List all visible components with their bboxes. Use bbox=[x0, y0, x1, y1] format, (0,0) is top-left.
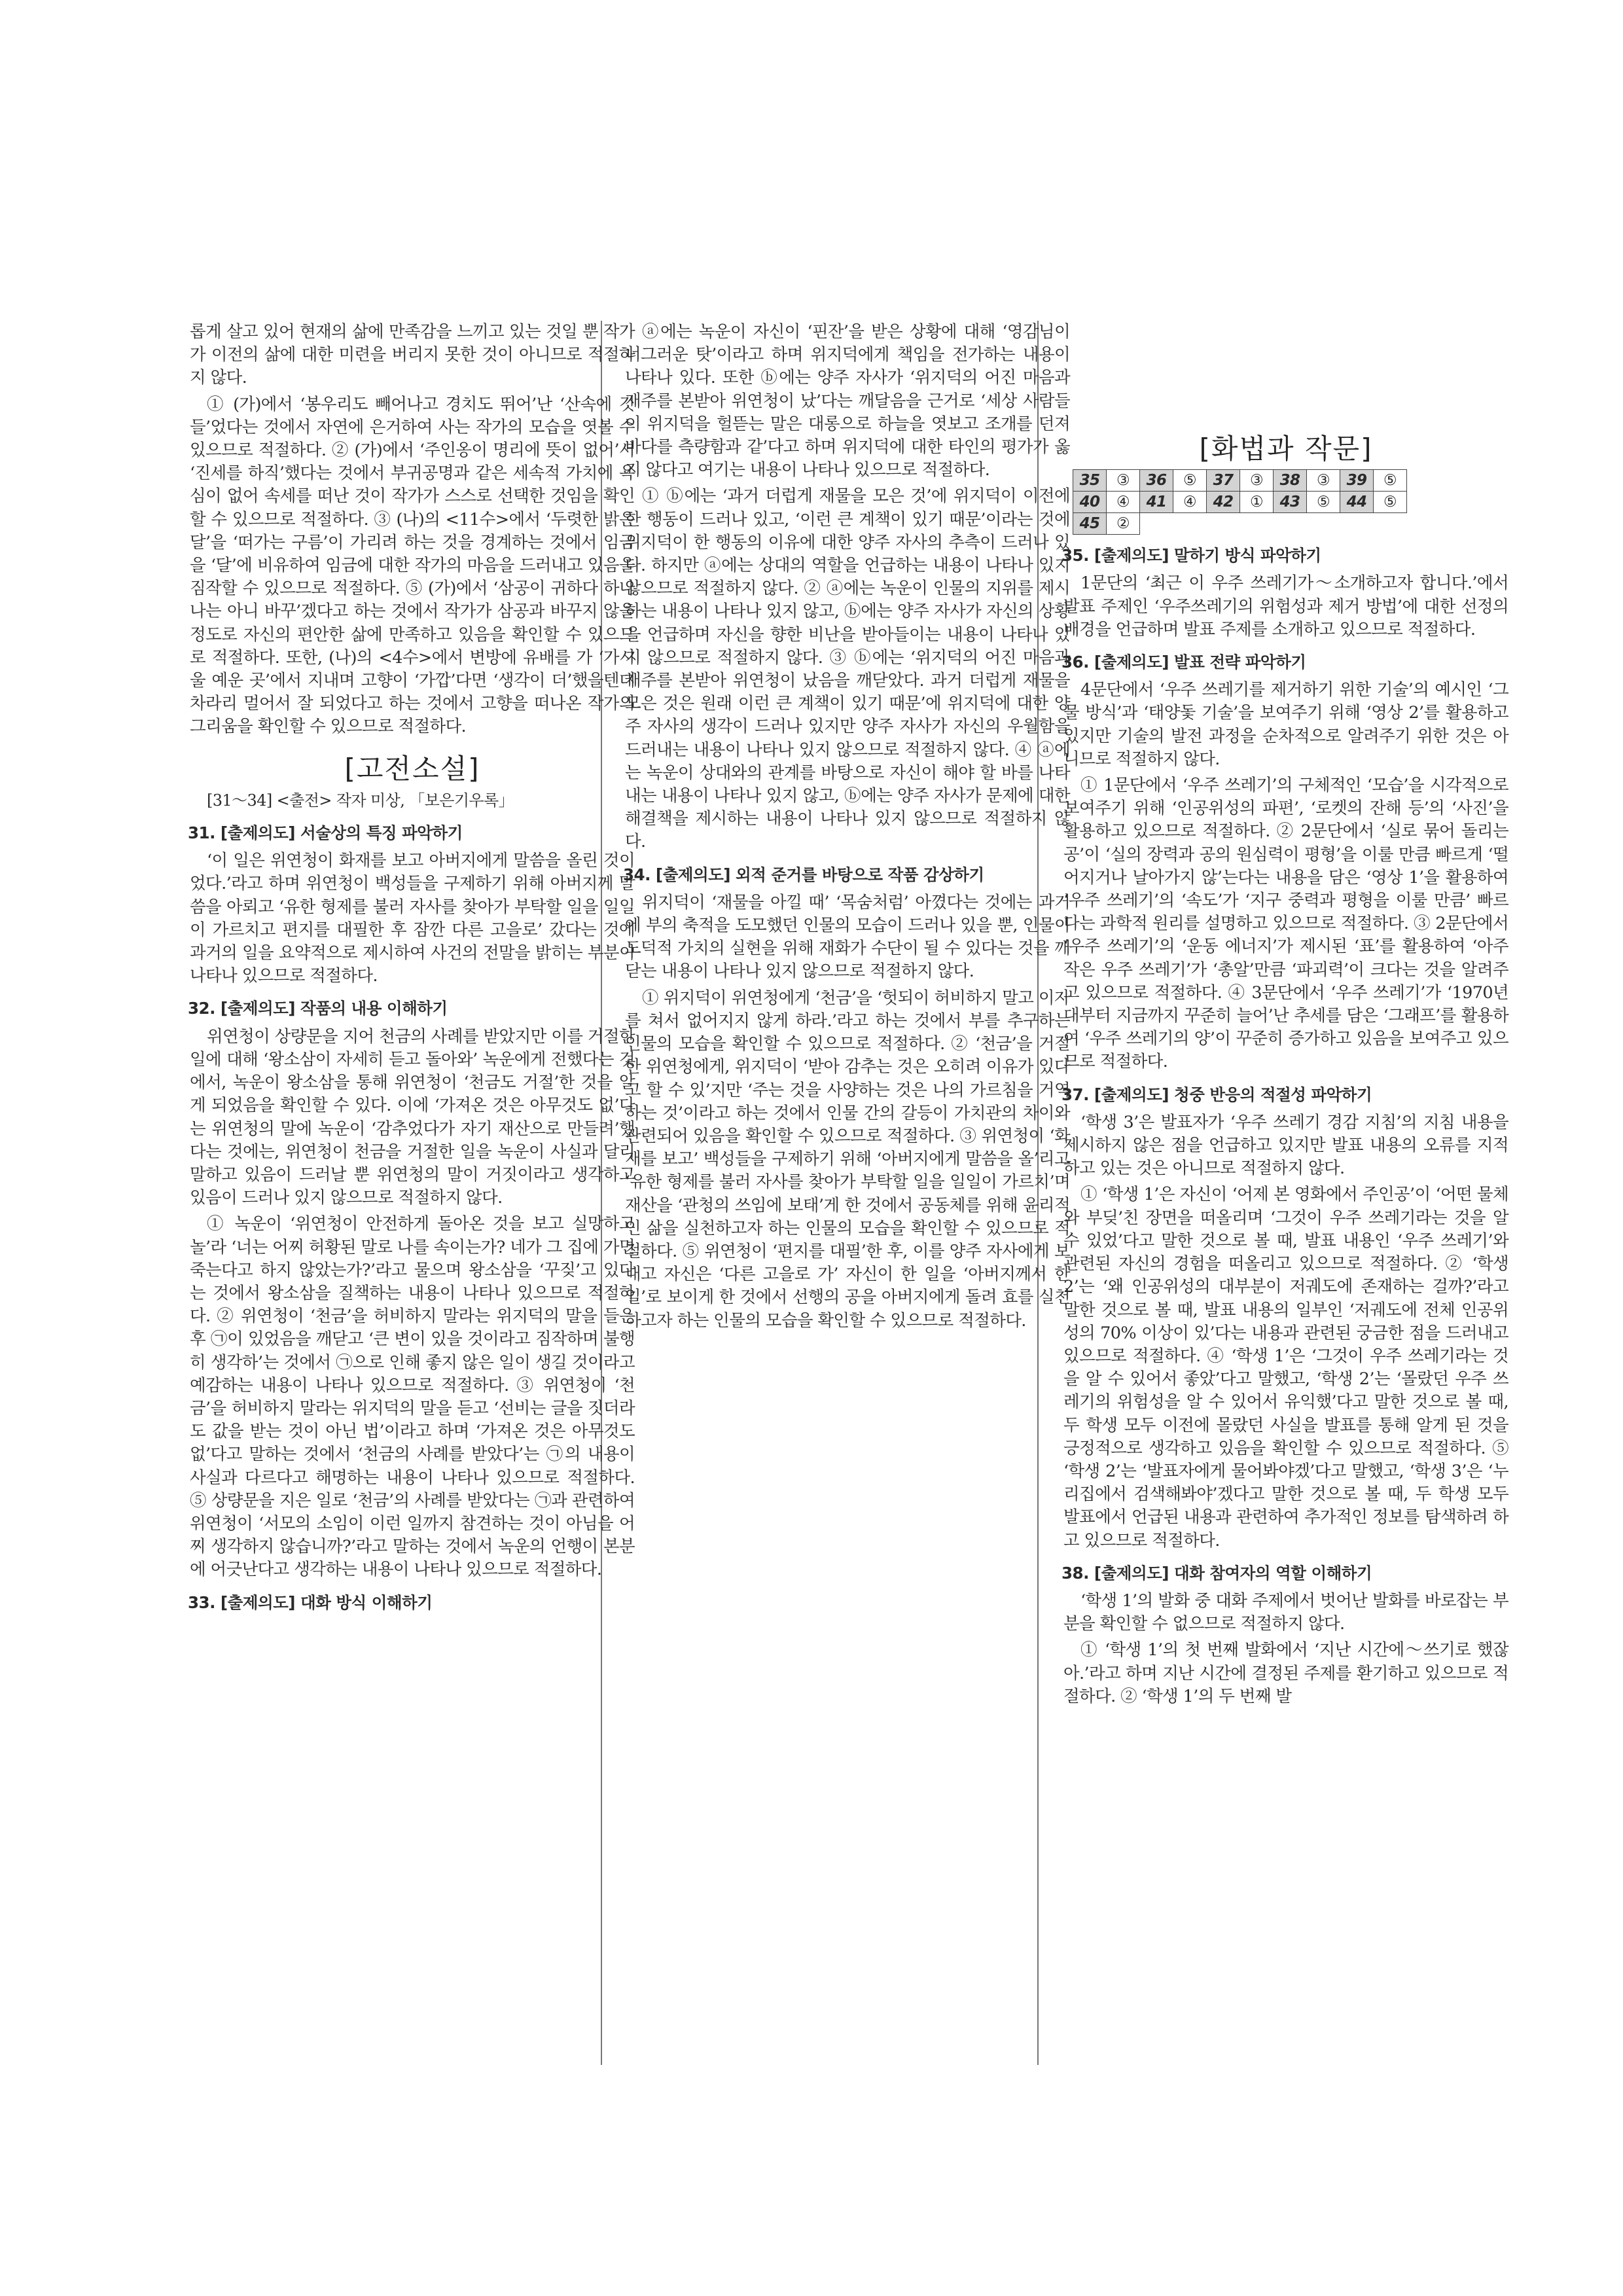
answer-choice: ④ bbox=[1107, 492, 1140, 513]
answer-choice: ⑤ bbox=[1173, 470, 1207, 492]
paragraph: ① ‘학생 1’은 자신이 ‘어제 본 영화에서 주인공’이 ‘어떤 물체와 부딪’친 장면을 떠올리며 ‘그것이 우주 쓰레기라는 것을 알 수 있었’다고 말한 것으로 볼 때, 발표 내용인 ‘우주 쓰레기’와 관련된 자신의 경험을 떠올리고 있으므로 적절하다. ② ‘학생 2’는 ‘왜 인공위성의 대부분이 저궤도에 존재하는 걸까?’라고 말한 것으로 볼 때, 발표 내용의 일부인 ‘저궤도에 전체 인공위성의 70% 이상이 있’다는 내용과 관련된 궁금한 점을 드러내고 있으므로 적절하다. ④ ‘학생 1’은 ‘그것이 우주 쓰레기라는 것을 알 수 있어서 좋았’다고 말했고, ‘학생 2’는 ‘몰랐던 우주 쓰레기의 위험성을 알 수 있어서 유익했’다고 말한 것으로 볼 때, 두 학생 모두 이전에 몰랐던 사실을 발표를 통해 알게 된 것을 긍정적으로 생각하고 있음을 확인할 수 있으므로 적절하다. ⑤ ‘학생 2’는 ‘발표자에게 물어봐야겠’다고 말했고, ‘학생 3’은 ‘누리집에서 검색해봐야’겠다고 말한 것으로 볼 때, 두 학생 모두 발표에서 언급된 내용과 관련하여 추가적인 정보를 탐색하려 하고 있으므로 적절하다. bbox=[1063, 1185, 1508, 1551]
question-heading-38: 38. [출제의도] 대화 참여자의 역할 이해하기 bbox=[1061, 1563, 1372, 1583]
question-heading-35: 35. [출제의도] 말하기 방식 파악하기 bbox=[1061, 546, 1321, 565]
answer-number: 45 bbox=[1073, 513, 1107, 535]
answer-choice: ③ bbox=[1240, 470, 1274, 492]
paragraph: ‘이 일은 위연청이 화재를 보고 아버지에게 말씀을 올린 것이었다.’라고 하며 위연청이 백성들을 구제하기 위해 아버지께 말씀을 아뢰고 ‘유한 형제를 불러 자사를 찾아가 부탁할 일을 일일이 가르치고 편지를 대필한 후 잠깐 다른 고을로’ 갔다는 것에 과거의 일을 요약적으로 제시하여 사건의 전말을 밝히는 부분이 나타나 있으므로 적절하다. bbox=[190, 851, 635, 986]
paragraph: 위지덕이 ‘재물을 아낄 때’ ‘목숨처럼’ 아꼈다는 것에는 과거에 부의 축적을 도모했던 인물의 모습이 드러나 있을 뿐, 인물이 도덕적 가치의 실현을 위해 재화가 수단이 될 수 있다는 것을 깨닫는 내용이 나타나 있지 않으므로 적절하지 않다. bbox=[625, 892, 1070, 982]
answer-choice: ④ bbox=[1173, 492, 1207, 513]
column-2 bbox=[625, 321, 1070, 1336]
answer-choice: ⑤ bbox=[1374, 470, 1407, 492]
paragraph: ① 녹운이 ‘위연청이 안전하게 돌아온 것을 보고 실망하고 놀’라 ‘너는 어찌 허황된 말로 나를 속이는가? 네가 그 집에 가면 죽는다고 하지 않았는가?’라고 물으며 왕소삼을 ‘꾸짖’고 있다는 것에서 왕소삼을 질책하는 내용이 나타나 있으므로 적절하다. ② 위연청이 ‘천금’을 허비하지 말라는 위지덕의 말을 들은 후 ㉠이 있었음을 깨닫고 ‘큰 변이 있을 것이라고 짐작하며 불행히 생각하’는 것에서 ㉠으로 인해 좋지 않은 일이 생길 것이라고 예감하는 내용이 나타나 있으므로 적절하다. ③ 위연청이 ‘천금’을 허비하지 말라는 위지덕의 말을 듣고 ‘선비는 글을 짓더라도 값을 받는 것이 아닌 법’이라고 하며 ‘가져온 것은 아무것도 없’다고 말하는 것에서 ‘천금의 사례를 받았다’는 ㉠의 내용이 사실과 다르다고 해명하는 내용이 나타나 있으므로 적절하다. ⑤ 상량문을 지은 일로 ‘천금’의 사례를 받았다는 ㉠과 관련하여 위연청이 ‘서모의 소임이 이런 일까지 참견하는 것이 아님을 어찌 생각하지 않습니까?’라고 말하는 것에서 녹운의 언행이 본분에 어긋난다고 생각하는 내용이 나타나 있으므로 적절하다. bbox=[190, 1214, 635, 1580]
question-heading-37: 37. [출제의도] 청중 반응의 적절성 파악하기 bbox=[1061, 1085, 1372, 1104]
answer-number: 40 bbox=[1073, 492, 1107, 513]
answer-row bbox=[1073, 470, 1407, 492]
paragraph: 롭게 살고 있어 현재의 삶에 만족감을 느끼고 있는 것일 뿐 작가가 이전의 삶에 대한 미련을 버리지 못한 것이 아니므로 적절하지 않다. bbox=[190, 322, 635, 388]
question-heading-32: 32. [출제의도] 작품의 내용 이해하기 bbox=[188, 999, 448, 1018]
column-3 bbox=[1063, 321, 1508, 1712]
answer-key-table bbox=[1073, 469, 1407, 535]
answer-row bbox=[1073, 492, 1407, 513]
answer-number: 36 bbox=[1140, 470, 1173, 492]
paragraph: ① 위지덕이 위연청에게 ‘천금’을 ‘헛되이 허비하지 말고 이자를 쳐서 없어지지 않게 하라.’라고 하는 것에서 부를 추구하는 인물의 모습을 확인할 수 있으므로 적절하다. ② ‘천금’을 거절한 위연청에게, 위지덕이 ‘받아 감추는 것은 오히려 이유가 있다고 할 수 있’지만 ‘주는 것을 사양하는 것은 나의 가르침을 거역하는 것’이라고 하는 것에서 인물 간의 갈등이 가치관의 차이와 관련되어 있음을 확인할 수 있으므로 적절하다. ③ 위연청이 ‘화재를 보고’ 백성들을 구제하기 위해 ‘아버지에게 말씀을 올’리고 ‘유한 형제를 불러 자사를 찾아가 부탁할 일을 일일이 가르치’며 재산을 ‘관청의 쓰임에 보태’게 한 것에서 공동체를 위해 윤리적인 삶을 실천하고자 하는 인물의 모습을 확인할 수 있으므로 적절하다. ⑤ 위연청이 ‘편지를 대필’한 후, 이를 양주 자사에게 보내고 자신은 ‘다른 고을로 가’ 자신이 한 일을 ‘아버지께서 한 일’로 보이게 한 것에서 선행의 공을 아버지에게 돌려 효를 실천하고자 하는 인물의 모습을 확인할 수 있으므로 적절하다. bbox=[625, 988, 1070, 1331]
answer-choice: ② bbox=[1107, 513, 1140, 535]
paragraph: ① 1문단에서 ‘우주 쓰레기’의 구체적인 ‘모습’을 시각적으로 보여주기 위해 ‘인공위성의 파편’, ‘로켓의 잔해 등’의 ‘사진’을 활용하고 있으므로 적절하다. ② 2문단에서 ‘실로 묶어 돌리는 공’이 ‘실의 장력과 공의 원심력이 평형’을 이룰 만큼 빠르게 ‘떨어지거나 날아가지 않’는다는 내용을 담은 ‘영상 1’을 활용하여 ‘우주 쓰레기’의 ‘속도’가 ‘지구 중력과 평형을 이룰 만큼’ 빠르다는 과학적 원리를 설명하고 있으므로 적절하다. ③ 2문단에서 ‘우주 쓰레기’의 ‘운동 에너지’가 제시된 ‘표’를 활용하여 ‘아주 작은 우주 쓰레기’가 ‘총알’만큼 ‘파괴력’이 크다는 것을 알려주고 있으므로 적절하다. ④ 3문단에서 ‘우주 쓰레기’가 ‘1970년대부터 지금까지 꾸준히 늘어’난 추세를 담은 ‘그래프’를 활용하여 ‘우주 쓰레기의 양’이 꾸준히 증가하고 있음을 보여주고 있으므로 적절하다. bbox=[1063, 776, 1508, 1072]
answer-choice: ⑤ bbox=[1374, 492, 1407, 513]
paragraph: ① ⓑ에는 ‘과거 더럽게 재물을 모은 것’에 위지덕이 이전에 한 행동이 드러나 있고, ‘이런 큰 계책이 있기 때문’이라는 것에 위지덕이 한 행동의 이유에 대한 양주 자사의 추측이 드러나 있다. 하지만 ⓐ에는 상대의 역할을 언급하는 내용이 나타나 있지 않으므로 적절하지 않다. ② ⓐ에는 녹운이 인물의 지위를 제시하는 내용이 나타나 있지 않고, ⓑ에는 양주 자사가 자신의 상황을 언급하며 자신을 향한 비난을 받아들이는 내용이 나타나 있지 않으므로 적절하지 않다. ③ ⓑ에는 ‘위지덕의 어진 마음과 재주를 본받아 위연청이 났음을 깨닫았다. 과거 더럽게 재물을 모은 것은 원래 이런 큰 계책이 있기 때문’에 위지덕에 대한 양주 자사의 생각이 드러나 있지만 양주 자사가 자신의 우월함을 드러내는 내용이 나타나 있지 않으므로 적절하지 않다. ④ ⓐ에는 녹운이 상대와의 관계를 바탕으로 자신이 해야 할 바를 나타내는 내용이 나타나 있지 않고, ⓑ에는 양주 자사가 문제에 대한 해결책을 제시하는 내용이 나타나 있지 않으므로 적절하지 않다. bbox=[625, 486, 1070, 852]
paragraph: ‘학생 3’은 발표자가 ‘우주 쓰레기 경감 지침’의 지침 내용을 제시하지 않은 점을 언급하고 있지만 발표 내용의 오류를 지적하고 있는 것은 아니므로 적절하지 않다. bbox=[1063, 1112, 1508, 1179]
answer-number: 37 bbox=[1207, 470, 1240, 492]
answer-number: 44 bbox=[1340, 492, 1374, 513]
paragraph: ① ‘학생 1’의 첫 번째 발화에서 ‘지난 시간에～쓰기로 했잖아.’라고 하며 지난 시간에 결정된 주제를 환기하고 있으므로 적절하다. ② ‘학생 1’의 두 번째 발 bbox=[1063, 1640, 1508, 1706]
column-1 bbox=[190, 321, 635, 1619]
paragraph: 위연청이 상량문을 지어 천금의 사례를 받았지만 이를 거절한 일에 대해 ‘왕소삼이 자세히 듣고 돌아와’ 녹운에게 전했다는 것에서, 녹운이 왕소삼을 통해 위연청이 ‘천금도 거절’한 것을 알게 되었음을 확인할 수 있다. 이에 ‘가져온 것은 아무것도 없’다는 위연청의 말에 녹운이 ‘감추었다가 자기 재산으로 만들려’했다는 것에는, 위연청이 천금을 거절한 일을 녹운이 사실과 달리 말하고 있음이 드러날 뿐 위연청의 말이 거짓이라고 생각하고 있음이 드러나 있지 않으므로 적절하지 않다. bbox=[190, 1026, 635, 1208]
paragraph: ① (가)에서 ‘봉우리도 빼어나고 경치도 뛰어’난 ‘산속에 깃들’었다는 것에서 자연에 은거하여 사는 작가의 모습을 엿볼 수 있으므로 적절하다. ② (가)에서 ‘주인옹이 명리에 뜻이 없어’서 ‘진세를 하직’했다는 것에서 부귀공명과 같은 세속적 가치에 욕심이 없어 속세를 떠난 것이 작가가 스스로 선택한 것임을 확인할 수 있으므로 적절하다. ③ (나)의 <11수>에서 ‘두렷한 밝은 달’을 ‘떠가는 구름’이 가리려 하는 것을 경계하는 것에서 임금을 ‘달’에 비유하여 임금에 대한 작가의 마음을 드러내고 있음을 짐작할 수 있으므로 적절하다. ⑤ (가)에서 ‘삼공이 귀하다 하나 나는 아니 바꾸’겠다고 하는 것에서 작가가 삼공과 바꾸지 않을 정도로 자신의 편안한 삶에 만족하고 있음을 확인할 수 있으므로 적절하다. 또한, (나)의 <4수>에서 변방에 유배를 가 ‘가시울 예운 곳’에서 지내며 고향이 ‘가깝’다면 ‘생각이 더’했을텐데 차라리 멀어서 잘 되었다고 하는 것에서 고향을 떠나온 작가의 그리움을 확인할 수 있으므로 적절하다. bbox=[190, 394, 635, 737]
paragraph: 1문단의 ‘최근 이 우주 쓰레기가～소개하고자 합니다.’에서 발표 주제인 ‘우주쓰레기의 위험성과 제거 방법’에 대한 선정의 배경을 언급하며 발표 주제를 소개하고 있으므로 적절하다. bbox=[1063, 573, 1508, 639]
answer-number: 39 bbox=[1340, 470, 1374, 492]
answer-number: 43 bbox=[1274, 492, 1307, 513]
section-title-classic-novel: [고전소설] bbox=[344, 752, 480, 785]
question-heading-36: 36. [출제의도] 발표 전략 파악하기 bbox=[1061, 653, 1306, 672]
answer-row bbox=[1073, 513, 1407, 535]
answer-number: 35 bbox=[1073, 470, 1107, 492]
answer-number: 38 bbox=[1274, 470, 1307, 492]
paragraph: 4문단에서 ‘우주 쓰레기를 제거하기 위한 기술’의 예시인 ‘그물 방식’과 ‘태양돛 기술’을 보여주기 위해 ‘영상 2’를 활용하고 있지만 기술의 발전 과정을 순차적으로 알려주기 위한 것은 아니므로 적절하지 않다. bbox=[1063, 680, 1508, 769]
answer-choice: ③ bbox=[1307, 470, 1340, 492]
answer-number: 42 bbox=[1207, 492, 1240, 513]
paragraph: ‘학생 1’의 발화 중 대화 주제에서 벗어난 발화를 바로잡는 부분을 확인할 수 없으므로 적절하지 않다. bbox=[1063, 1590, 1508, 1634]
source-note: [31～34] <출전> 작자 미상, 「보은기우록」 bbox=[207, 791, 514, 810]
empty-cell bbox=[1140, 513, 1407, 535]
section-title-speech-writing: [화법과 작문] bbox=[1199, 433, 1373, 465]
answer-choice: ③ bbox=[1107, 470, 1140, 492]
answer-choice: ① bbox=[1240, 492, 1274, 513]
answer-choice: ⑤ bbox=[1307, 492, 1340, 513]
question-heading-33: 33. [출제의도] 대화 방식 이해하기 bbox=[188, 1592, 433, 1612]
answer-number: 41 bbox=[1140, 492, 1173, 513]
paragraph: ⓐ에는 녹운이 자신이 ‘핀잔’을 받은 상황에 대해 ‘영감님이 너그러운 탓’이라고 하며 위지덕에게 책임을 전가하는 내용이 나타나 있다. 또한 ⓑ에는 양주 자사가 ‘위지덕의 어진 마음과 재주를 본받아 위연청이 났’다는 깨달음을 근거로 ‘세상 사람들이 위지덕을 헐뜯는 말은 대롱으로 하늘을 엿보고 조개를 던져 바다를 측량함과 같’다고 하며 위지덕에 대한 타인의 평가가 옳지 않다고 여기는 내용이 나타나 있으므로 적절하다. bbox=[625, 322, 1070, 480]
question-heading-31: 31. [출제의도] 서술상의 특징 파악하기 bbox=[188, 823, 463, 843]
question-heading-34: 34. [출제의도] 외적 준거를 바탕으로 작품 감상하기 bbox=[623, 865, 984, 884]
